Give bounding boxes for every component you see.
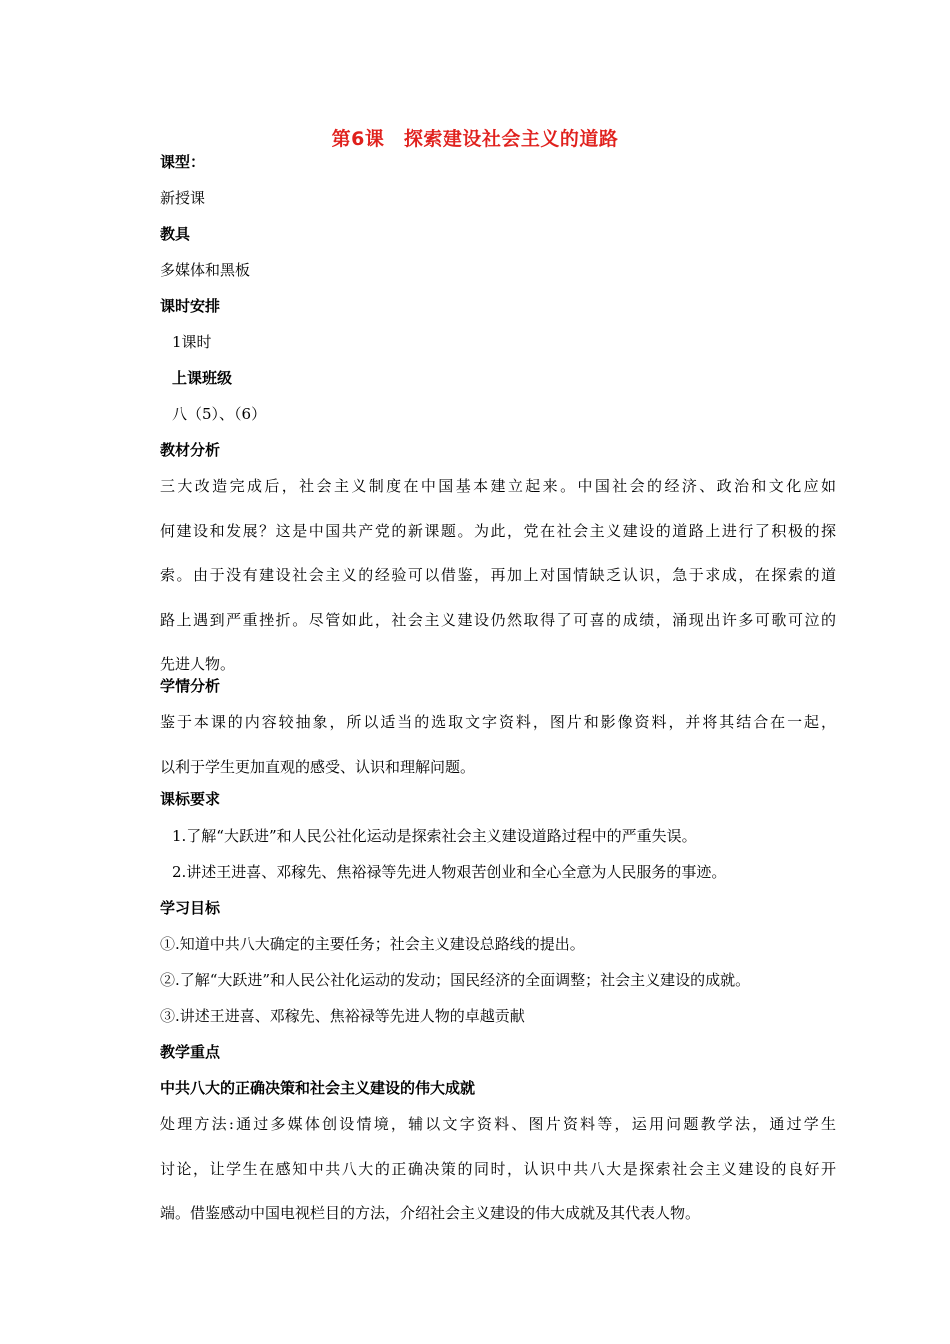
- student-analysis-paragraph: [160, 700, 836, 789]
- paragraph-line: 三大改造完成后，社会主义制度在中国基本建立起来。中国社会的经济、政治和文化应如: [160, 477, 836, 495]
- paragraph-line: 讨论，让学生在感知中共八大的正确决策的同时，认识中共八大是探索社会主义建设的良好开: [160, 1159, 836, 1178]
- paragraph-line: 以利于学生更加直观的感受、认识和理解问题。: [160, 757, 476, 776]
- teaching-focus-heading: 教学重点: [160, 1043, 221, 1061]
- schedule-heading: 课时安排: [160, 297, 221, 315]
- class-heading: 上课班级: [172, 369, 233, 387]
- paragraph-line: 鉴于本课的内容较抽象，所以适当的选取文字资料，图片和影像资料，并将其结合在一起，: [160, 713, 836, 731]
- paragraph-line: 处理方法:通过多媒体创设情境，辅以文字资料、图片资料等，运用问题教学法，通过学生: [160, 1115, 836, 1133]
- tools-value: 多媒体和黑板: [160, 261, 251, 279]
- paragraph-line: 何建设和发展？这是中国共产党的新课题。为此，党在社会主义建设的道路上进行了积极的探: [160, 521, 836, 540]
- paragraph-line: 索。由于没有建设社会主义的经验可以借鉴，再加上对国情缺乏认识，急于求成，在探索的道: [160, 566, 836, 584]
- goals-item: ②.了解“大跃进”和人民公社化运动的发动；国民经济的全面调整；社会主义建设的成就。: [160, 971, 751, 989]
- teaching-focus-subheading: 中共八大的正确决策和社会主义建设的伟大成就: [160, 1079, 476, 1097]
- class-value: 八（5）、（6）: [172, 405, 267, 423]
- page-title: 第6课 探索建设社会主义的道路: [331, 128, 619, 150]
- goals-item: ③.讲述王进喜、邓稼先、焦裕禄等先进人物的卓越贡献: [160, 1007, 525, 1025]
- goals-item: ①.知道中共八大确定的主要任务；社会主义建设总路线的提出。: [160, 935, 585, 953]
- tools-heading: 教具: [160, 225, 191, 243]
- schedule-value: 1课时: [172, 333, 212, 351]
- method-paragraph: [160, 1102, 836, 1236]
- student-analysis-heading: 学情分析: [160, 677, 221, 695]
- standards-item: 2.讲述王进喜、邓稼先、焦裕禄等先进人物艰苦创业和全心全意为人民服务的事迹。: [172, 863, 727, 881]
- curriculum-standards-heading: 课标要求: [160, 790, 221, 808]
- lesson-type-value: 新授课: [160, 189, 206, 207]
- paragraph-line: 端。借鉴感动中国电视栏目的方法，介绍社会主义建设的伟大成就及其代表人物。: [160, 1204, 701, 1222]
- standards-item: 1.了解“大跃进”和人民公社化运动是探索社会主义建设道路过程中的严重失误。: [172, 827, 697, 845]
- paragraph-line: 路上遇到严重挫折。尽管如此，社会主义建设仍然取得了可喜的成绩，涌现出许多可歌可泣的: [160, 610, 836, 629]
- textbook-analysis-paragraph: [160, 464, 836, 687]
- textbook-analysis-heading: 教材分析: [160, 441, 221, 459]
- lesson-type-heading: 课型：: [160, 153, 206, 171]
- paragraph-line: 先进人物。: [160, 655, 236, 673]
- learning-goals-heading: 学习目标: [160, 899, 221, 917]
